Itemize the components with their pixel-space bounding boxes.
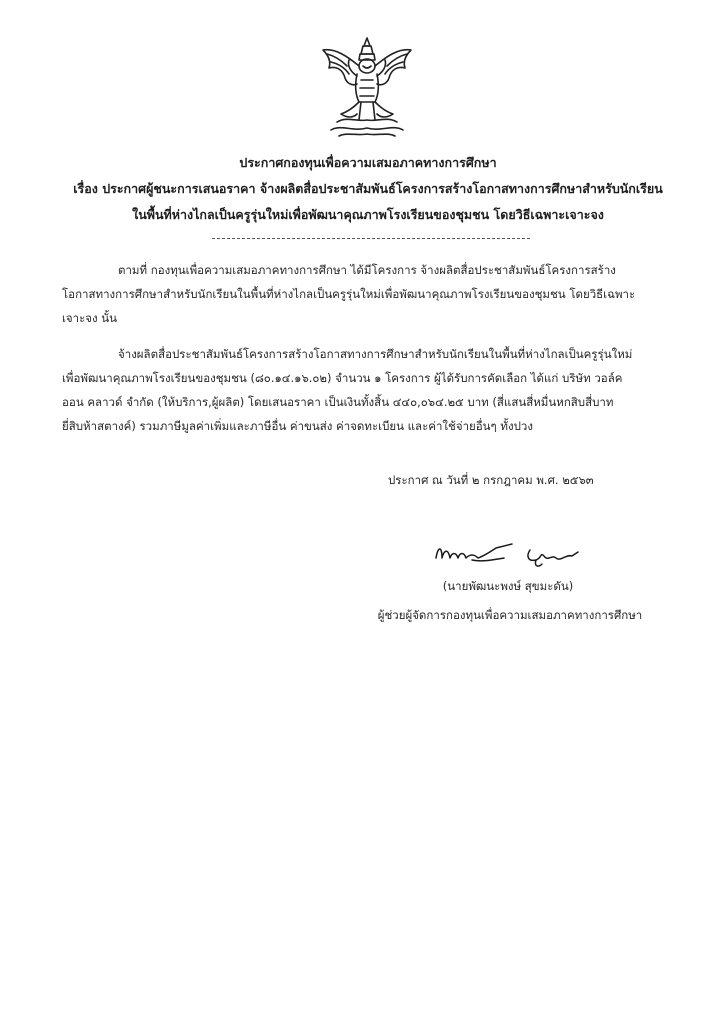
paragraph-line: ตามที่ กองทุนเพื่อความเสมอภาคทางการศึกษา ได้มีโครงการ จ้างผลิตสื่อประชาสัมพันธ์โครงการสร้าง: [118, 263, 616, 277]
paragraph-background: [62, 258, 672, 330]
announcement-title: ประกาศกองทุนเพื่อความเสมอภาคทางการศึกษา: [239, 155, 497, 170]
paragraph-line: จ้างผลิตสื่อประชาสัมพันธ์โครงการสร้างโอกาสทางการศึกษาสำหรับนักเรียนในพื้นที่ห่างไกลเป็นครูรุ่นใหม่: [118, 347, 633, 361]
garuda-emblem-icon: [317, 36, 417, 140]
paragraph-line: โอกาสทางการศึกษาสำหรับนักเรียนในพื้นที่ห่างไกลเป็นครูรุ่นใหม่เพื่อพัฒนาคุณภาพโรงเรียนของชุมชน โดยวิธีเฉพาะ: [62, 287, 636, 301]
paragraph-line: ยี่สิบห้าสตางค์) รวมภาษีมูลค่าเพิ่มและภาษีอื่น ค่าขนส่ง ค่าจดทะเบียน และค่าใช้จ่ายอื่นๆ ทั้งปวง: [62, 419, 533, 433]
header-divider: [212, 238, 530, 239]
announcement-date: ประกาศ ณ วันที่ ๒ กรกฎาคม พ.ศ. ๒๕๖๓: [388, 473, 594, 487]
announcement-subject: เรื่อง ประกาศผู้ชนะการเสนอราคา จ้างผลิตสื่อประชาสัมพันธ์โครงการสร้างโอกาสทางการศึกษาสำหรับนักเรียน: [73, 181, 663, 196]
handwritten-signature: [432, 536, 582, 576]
signer-name: (นายพัฒนะพงษ์ สุขมะดัน): [442, 579, 574, 593]
paragraph-line: เพื่อพัฒนาคุณภาพโรงเรียนของชุมชน (๘๐.๑๔.๑๖.๐๒) จำนวน ๑ โครงการ ผู้ได้รับการคัดเลือก ได้แก่ บริษัท วอล์ค: [62, 371, 623, 385]
paragraph-award: [62, 342, 672, 438]
paragraph-line: ออน คลาวด์ จำกัด (ให้บริการ,ผู้ผลิต) โดยเสนอราคา เป็นเงินทั้งสิ้น ๔๔๐,๐๖๔.๒๕ บาท (สี่แสนสี่หมื่นหกสิบสี่บาท: [62, 395, 614, 409]
announcement-subject-continued: ในพื้นที่ห่างไกลเป็นครูรุ่นใหม่เพื่อพัฒนาคุณภาพโรงเรียนของชุมชน โดยวิธีเฉพาะเจาะจง: [132, 207, 604, 222]
signer-position: ผู้ช่วยผู้จัดการกองทุนเพื่อความเสมอภาคทางการศึกษา: [377, 608, 643, 622]
paragraph-line: เจาะจง นั้น: [62, 311, 118, 325]
